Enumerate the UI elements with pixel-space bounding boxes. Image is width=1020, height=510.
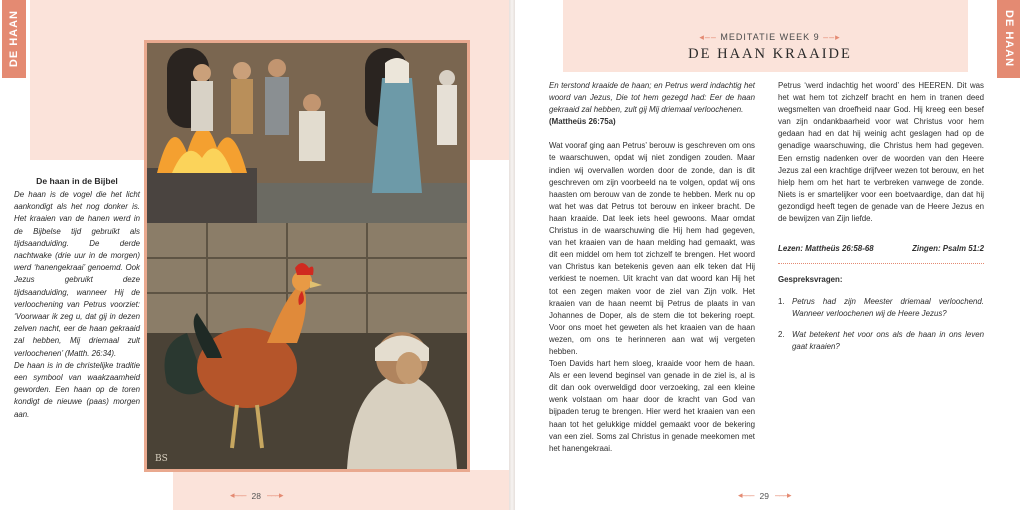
book-spine [509,0,515,510]
svg-text:BS: BS [155,454,168,464]
sidebar-text: De haan is de vogel die het licht aankondigt als het nog donker is. Het kraaien van de hanen werd in de Bijbelse tijd gebruikt als tijdsaanduiding. De derde nachtwake (drie uur in de morgen) werd ‘hanengekraai’ genoemd. Ook Jezus gebruikt deze tijdsaanduiding, wanneer Hij de verloochening van Petrus voorziet: ‘Voorwaar ik zeg u, dat gij in dezen zelven nacht, eer de haan gekraaid zal hebben, Mij driemaal zult verloochenen’ (Matth. 26:34). [14,190,140,358]
chapter-tab-right [997,0,1020,78]
page-number-right [738,490,791,501]
sidebar-text-2: De haan is in de christelijke traditie een symbool van waakzaamheid geworden. Een haan op de toren kondigt de nieuwe (paas) morgen aan. [14,360,140,419]
paragraph: Petrus ‘werd indachtig het woord’ des HEEREN. Dit was het wat hem tot zichzelf bracht en hem in tranen deed wegsmelten van droefheid naar God. Hij kreeg een besef van zijn ondankbaarheid voor wat Christus voor hem gedaan had en dat hij weinig acht geslagen had op de genadige waarschuwing, die Christus hem had gegeven. Een ernstig nadenken over de woorden van den Heere Jezus zal een krachtige drijfveer wezen tot berouw, en het hielp hem om het hart te verbreken vanwege de zonde. Niets is er smartelijker voor een boetvaardige, dan dat hij gezondigd heeft tegen de genade van de Heere Jezus en de bewijzen van Zijn liefde. [778,81,984,224]
bible-verse: En terstond kraaide de haan; en Petrus werd indachtig het woord van Jezus, Die tot hem gezegd had: Eer de haan gekraaid zal hebben, zult gij Mij driemaal verloochenen. [549,81,755,115]
ornament-icon: –––▸ [267,490,283,500]
chapter-title: DE HAAN KRAAIDE [688,46,852,62]
question-text: Petrus had zijn Meester driemaal verloochend. Wanneer verloochenen wij de Heere Jezus? [792,297,984,319]
paragraph: Wat vooraf ging aan Petrus’ berouw is geschreven om ons te waarschuwen, opdat wij niet zondigen zouden. Maar indien wij overvallen worden door de zonde, dan is dit geschreven om zijn voorbeeld na te volgen, opdat wij ons haasten om berouw van de zonde te hebben. Merk nu op wat het was dat Petrus tot berouw en inkeer bracht. De haan kraaide. Dat leek iets heel gewoons. Maar omdat Christus in de waarschuwing die Hij hem had gegeven, van het kraaien van de haan melding had gemaakt, was dit een middel om hem tot zichzelf te brengen. Het woord van Christus kan betekenis geven aan elk teken dat Hij verkiest te noemen. Uit kracht van dat woord kan Hij het tot een zegen maken voor de ziel van Zijn volk. Het kraaien van de haan neemt bij Petrus de plaats in van Johannes de Doper, als de stem die tot bekering roept. Voor ons moet het geweten als het kraaien van de haan wezen, om ons te herinneren aan wat wij vergeten hebben. [549,141,755,356]
week-label [690,32,850,43]
dotted-divider [778,263,984,264]
ornament-icon: ◂–– [699,32,721,42]
ornament-icon: ◂––– [738,490,754,500]
ornament-icon: ◂––– [230,490,246,500]
chapter-tab-label: DE HAAN [8,10,20,68]
ornament-icon: –––▸ [775,490,791,500]
text-column-1 [549,80,755,455]
singing-reference: Zingen: Psalm 51:2 [912,244,984,254]
question-text: Wat betekent het voor ons als de haan in ons leven gaat kraaien? [792,329,984,351]
reading-reference: Lezen: Mattheüs 26:58-68 [778,244,874,254]
ornament-icon: ––▸ [819,32,841,42]
page-number-text: 28 [251,490,262,501]
text-column-2 [778,80,984,361]
sidebar-title: De haan in de Bijbel [36,176,118,186]
question-item [778,296,984,320]
question-number: 1. [778,297,785,307]
page-number-left [230,490,283,501]
question-item [778,329,984,353]
page-number-text: 29 [759,490,770,501]
question-number: 2. [778,329,785,339]
illustration-rooster-peter [144,40,470,472]
paragraph: Toen Davids hart hem sloeg, kraaide voor hem de haan. Als er een levend beginsel van genade in de ziel is, al is dit dan ook overweldigd door verzoeking, zal een kleine wenk volstaan om haar door de kracht van God van bijpaden terug te brengen. Hier werd het kraaien van een haan tot het gelukkige middel gemaakt voor de bekering van een ziel. Soms zal Christus in genade meekomen met het hanengekraai. [549,359,755,453]
chapter-tab-label: DE HAAN [1003,10,1015,68]
week-label-text: MEDITATIE WEEK 9 [720,32,820,42]
questions-heading: Gespreksvragen: [778,275,843,285]
pink-panel-bottom [173,470,512,510]
reading-row [778,243,984,255]
verse-reference: (Mattheüs 26:75a) [549,117,616,127]
chapter-tab-left [2,0,26,78]
sidebar-box [8,162,144,465]
